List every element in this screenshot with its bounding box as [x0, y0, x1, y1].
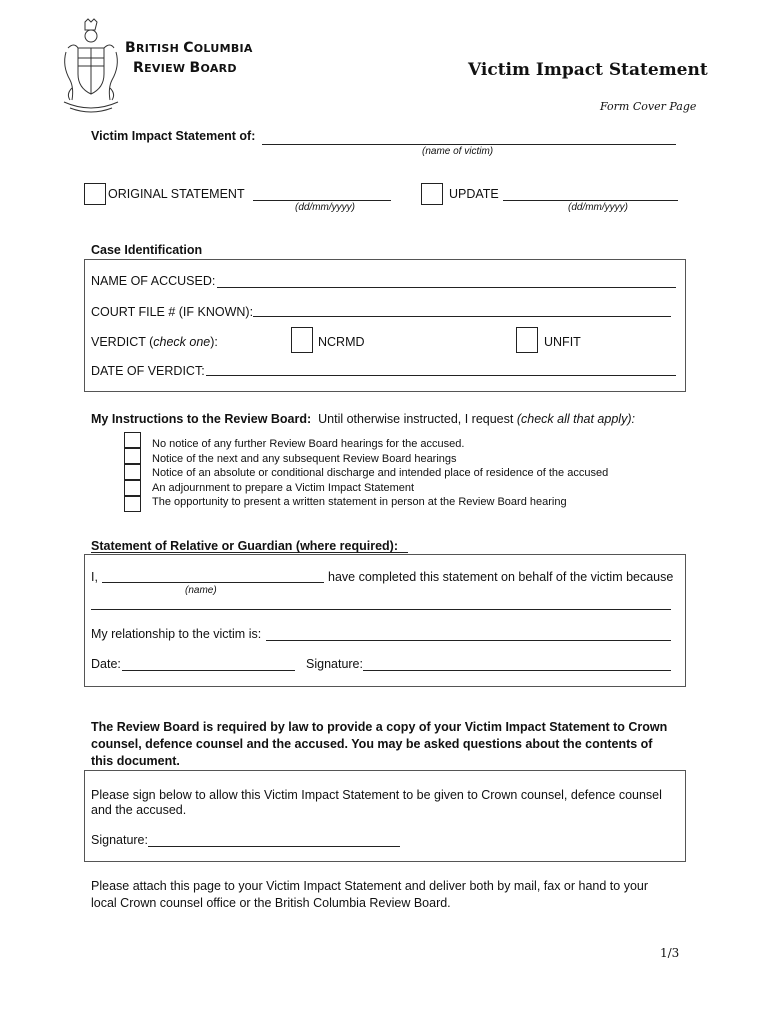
- relative-i-label: I,: [91, 570, 98, 584]
- court-file-label: COURT FILE # (IF KNOWN):: [91, 305, 254, 319]
- disclosure-signature-field[interactable]: [148, 846, 400, 847]
- disclosure-notice: The Review Board is required by law to provide a copy of your Victim Impact Statement to Crown counsel, defence counsel and the accused. You may be asked questions about the contents of this document.: [91, 720, 668, 768]
- relative-date-field[interactable]: [122, 670, 295, 671]
- ncrmd-label: NCRMD: [318, 335, 365, 349]
- instruction-list: [152, 437, 608, 510]
- instruction-checkbox-1[interactable]: [124, 432, 141, 448]
- instructions-heading: My Instructions to the Review Board: Until otherwise instructed, I request (check all that apply):: [91, 412, 635, 426]
- relative-signature-label: Signature:: [306, 657, 363, 671]
- update-date-hint: (dd/mm/yyyy): [568, 202, 628, 213]
- instruction-checkbox-column: [124, 432, 142, 512]
- victim-name-hint: (name of victim): [422, 146, 494, 157]
- update-checkbox[interactable]: [421, 183, 443, 205]
- organization-name-line1: BRITISH COLUMBIA: [125, 40, 253, 56]
- relative-heading-underline: [91, 552, 408, 553]
- original-date-hint: (dd/mm/yyyy): [295, 202, 355, 213]
- relative-reason-field[interactable]: [91, 609, 671, 610]
- disclosure-sign-text: Please sign below to allow this Victim Impact Statement to be given to Crown counsel, defence counsel and the accused.: [91, 788, 662, 817]
- instruction-item: The opportunity to present a written statement in person at the Review Board hearing: [152, 496, 567, 509]
- relationship-label: My relationship to the victim is:: [91, 627, 262, 641]
- original-statement-checkbox[interactable]: [84, 183, 106, 205]
- court-file-field[interactable]: [253, 316, 671, 317]
- ncrmd-checkbox[interactable]: [291, 327, 313, 353]
- verdict-date-label: DATE OF VERDICT:: [91, 364, 205, 378]
- update-label: UPDATE: [449, 187, 499, 201]
- accused-name-field[interactable]: [217, 287, 676, 288]
- original-date-field[interactable]: [253, 200, 391, 201]
- case-identification-heading: Case Identification: [91, 243, 203, 257]
- accused-name-label: NAME OF ACCUSED:: [91, 274, 216, 288]
- instruction-item: No notice of any further Review Board hearings for the accused.: [152, 438, 465, 450]
- relative-date-label: Date:: [91, 657, 121, 671]
- relative-completed-text: have completed this statement on behalf of the victim because: [328, 570, 674, 584]
- attach-instructions: Please attach this page to your Victim Impact Statement and deliver both by mail, fax or hand to your local Crown counsel office or the British Columbia Review Board.: [91, 879, 649, 910]
- relative-signature-field[interactable]: [363, 670, 671, 671]
- unfit-label: UNFIT: [544, 335, 581, 349]
- original-statement-label: ORIGINAL STATEMENT: [108, 187, 245, 201]
- instruction-item: Notice of the next and any subsequent Review Board hearings: [152, 452, 457, 465]
- instruction-checkbox-4[interactable]: [124, 480, 141, 496]
- page-subtitle: Form Cover Page: [600, 100, 697, 113]
- instruction-item: Notice of an absolute or conditional discharge and intended place of residence of the accused: [152, 467, 609, 480]
- instruction-item: An adjournment to prepare a Victim Impact Statement: [152, 481, 415, 494]
- victim-name-label: Victim Impact Statement of:: [91, 129, 256, 143]
- organization-name-line2: REVIEW BOARD: [133, 60, 237, 76]
- page-title: Victim Impact Statement: [468, 60, 708, 80]
- page-number: 1/3: [660, 946, 680, 960]
- relative-statement-heading: Statement of Relative or Guardian (where required):: [91, 539, 399, 553]
- relative-name-hint: (name): [185, 585, 217, 596]
- relationship-field[interactable]: [266, 640, 671, 641]
- relative-name-field[interactable]: [102, 582, 324, 583]
- update-date-field[interactable]: [503, 200, 678, 201]
- verdict-date-field[interactable]: [206, 375, 676, 376]
- instruction-checkbox-2[interactable]: [124, 448, 141, 464]
- instruction-checkbox-5[interactable]: [124, 496, 141, 512]
- instruction-checkbox-3[interactable]: [124, 464, 141, 480]
- verdict-label: VERDICT (check one):: [91, 335, 218, 349]
- victim-name-field[interactable]: [262, 144, 676, 145]
- disclosure-signature-label: Signature:: [91, 833, 148, 847]
- bc-coat-of-arms-logo: [60, 18, 122, 118]
- unfit-checkbox[interactable]: [516, 327, 538, 353]
